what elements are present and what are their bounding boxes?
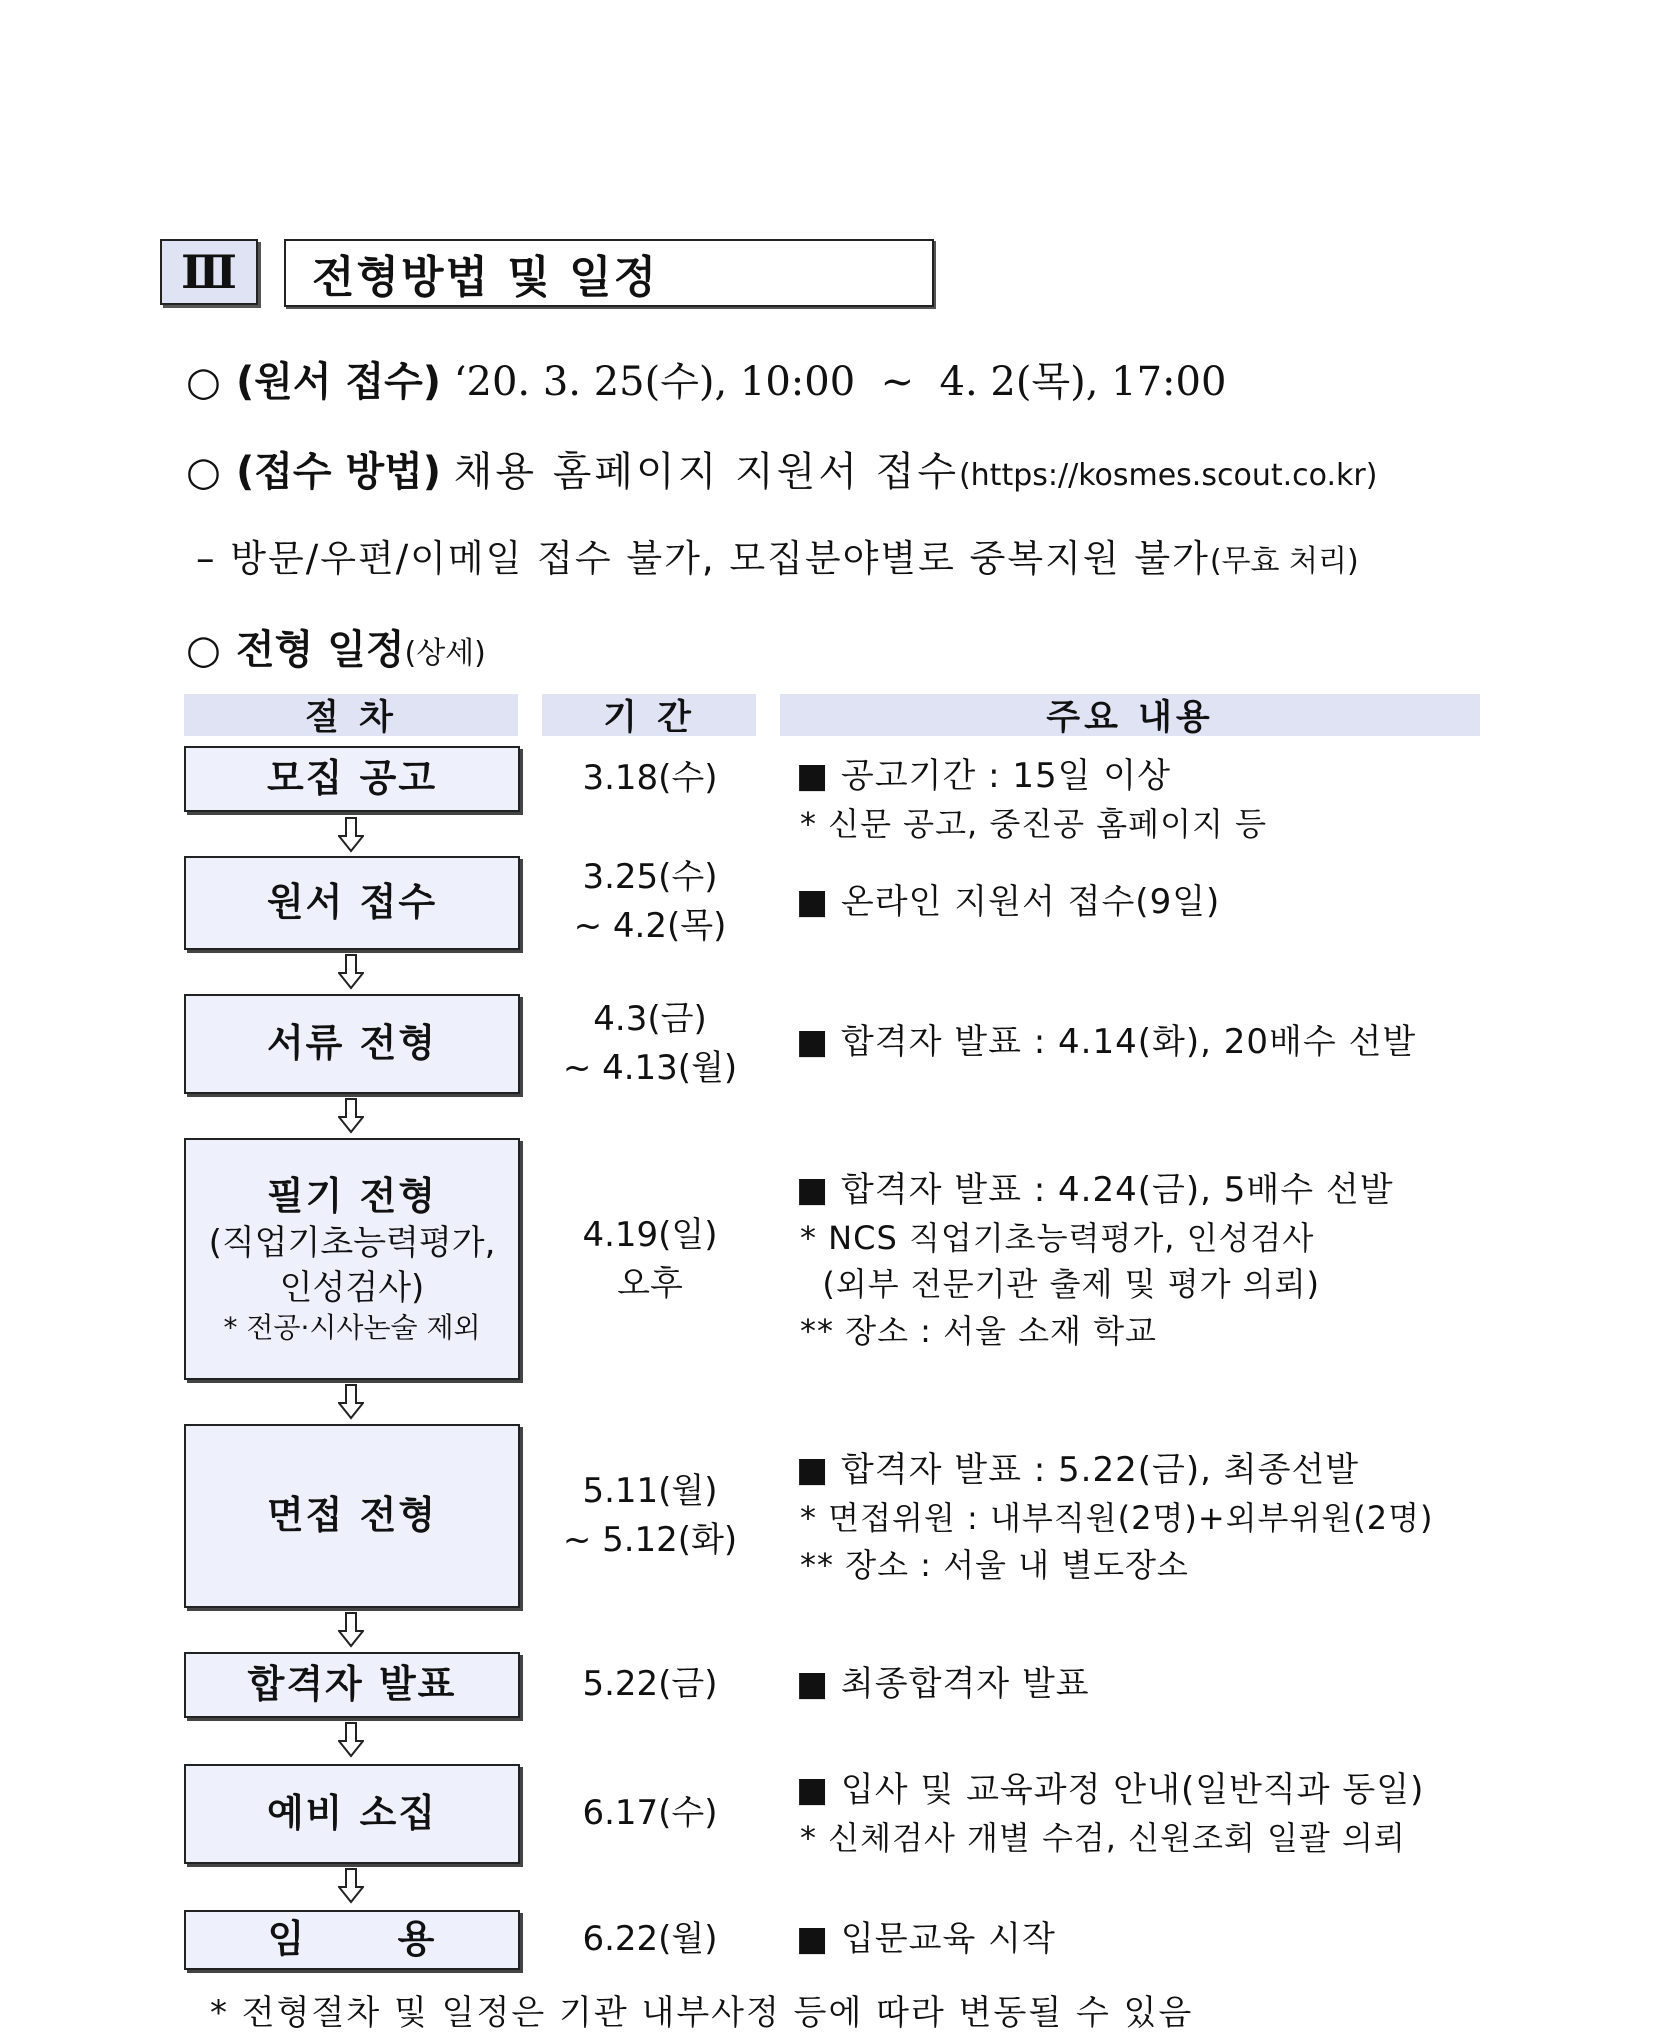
content-line: ■ 합격자 발표 : 4.24(금), 5배수 선발 xyxy=(796,1169,1394,1210)
bullet-schedule xyxy=(186,618,486,675)
content-line: ■ 합격자 발표 : 5.22(금), 최종선발 xyxy=(796,1449,1360,1490)
bullet-tail: (상세) xyxy=(404,636,486,671)
period-line: 6.22(월) xyxy=(582,1919,718,1960)
step-name: 필기 전형 xyxy=(266,1173,438,1218)
content-interview xyxy=(796,1442,1506,1592)
content-line: * NCS 직업기초능력평가, 인성검사 xyxy=(800,1219,1315,1258)
period-line: ~ 5.12(화) xyxy=(562,1520,738,1560)
period-line: 4.19(일) xyxy=(582,1214,718,1255)
period-line: 4.3(금) xyxy=(593,998,707,1039)
bullet-label: (원서 접수) xyxy=(236,359,442,405)
period-line: 오후 xyxy=(617,1264,683,1304)
bullet-application-period xyxy=(186,350,1226,407)
period-line: 3.25(수) xyxy=(582,856,718,897)
step-box-document-screening xyxy=(184,994,520,1094)
step-name: 서류 전형 xyxy=(266,1021,438,1066)
section-title: 전형방법 및 일정 xyxy=(284,239,934,307)
step-name: 모집 공고 xyxy=(266,756,438,801)
period-line: ~ 4.13(월) xyxy=(562,1048,738,1088)
period-line: 6.17(수) xyxy=(582,1793,718,1834)
content-document-screening xyxy=(796,1010,1506,1076)
period-preliminary-meeting xyxy=(540,1764,760,1864)
bullet-text: 채용 홈페이지 지원서 접수 xyxy=(453,449,959,495)
step-box-application xyxy=(184,856,520,950)
content-line: ■ 합격자 발표 : 4.14(화), 20배수 선발 xyxy=(796,1022,1417,1063)
period-line: 3.18(수) xyxy=(582,758,718,799)
content-line: ** 장소 : 서울 내 별도장소 xyxy=(800,1545,1189,1584)
header-content: 주요 내용 xyxy=(780,694,1480,736)
content-line: ■ 온라인 지원서 접수(9일) xyxy=(796,882,1221,923)
bullet-application-method xyxy=(186,440,1377,497)
content-line: * 신체검사 개별 수검, 신원조회 일괄 의뢰 xyxy=(800,1819,1406,1858)
bullet-mark: ○ xyxy=(186,627,221,673)
step-box-interview xyxy=(184,1424,520,1608)
content-line: (외부 전문기관 출제 및 평가 의뢰) xyxy=(800,1265,1321,1304)
period-line: 5.22(금) xyxy=(582,1664,718,1705)
down-arrow-icon xyxy=(336,1610,366,1650)
header-step: 절 차 xyxy=(184,694,518,736)
period-appointment xyxy=(540,1910,760,1970)
step-box-recruit-notice xyxy=(184,746,520,812)
period-application xyxy=(540,852,760,952)
content-line: ■ 입문교육 시작 xyxy=(796,1919,1056,1960)
note-text: – 방문/우편/이메일 접수 불가, 모집분야별로 중복지원 불가 xyxy=(196,537,1210,580)
bullet-label: (접수 방법) xyxy=(236,449,442,495)
down-arrow-icon xyxy=(336,1096,366,1136)
period-line: 5.11(월) xyxy=(582,1470,718,1511)
step-box-appointment xyxy=(184,1910,520,1970)
period-recruit-notice xyxy=(540,746,760,812)
down-arrow-icon xyxy=(336,952,366,992)
content-preliminary-meeting xyxy=(796,1764,1506,1864)
bullet-mark: ○ xyxy=(186,359,221,405)
content-line: ** 장소 : 서울 소재 학교 xyxy=(800,1311,1157,1350)
step-name: 합격자 발표 xyxy=(247,1662,457,1707)
content-line: ■ 입사 및 교육과정 안내(일반직과 동일) xyxy=(796,1770,1425,1811)
period-interview xyxy=(540,1466,760,1566)
bullet-label: 전형 일정 xyxy=(236,627,405,673)
step-box-final-announcement xyxy=(184,1652,520,1718)
note-tail: (무효 처리) xyxy=(1209,544,1359,579)
period-document-screening xyxy=(540,994,760,1094)
content-line: ■ 최종합격자 발표 xyxy=(796,1664,1090,1705)
step-name: 예비 소집 xyxy=(266,1791,438,1836)
bullet-text: ‘20. 3. 25(수), 10:00 ~ 4. 2(목), 17:00 xyxy=(453,359,1227,405)
down-arrow-icon xyxy=(336,1866,366,1906)
step-name: 원서 접수 xyxy=(266,880,438,925)
step-box-written-test xyxy=(184,1138,520,1380)
content-written-test xyxy=(796,1160,1506,1360)
step-note: * 전공·시사논술 제외 xyxy=(223,1310,481,1344)
down-arrow-icon xyxy=(336,1382,366,1422)
content-line: ■ 공고기간 : 15일 이상 xyxy=(796,756,1171,797)
step-name: 임 용 xyxy=(267,1917,437,1962)
period-line: ~ 4.2(목) xyxy=(573,906,727,946)
step-box-preliminary-meeting xyxy=(184,1764,520,1864)
content-final-announcement xyxy=(796,1652,1506,1718)
content-line: * 신문 공고, 중진공 홈페이지 등 xyxy=(800,805,1267,844)
content-recruit-notice xyxy=(796,750,1506,850)
step-sub: 인성검사) xyxy=(279,1267,425,1308)
content-appointment xyxy=(796,1910,1506,1970)
bullet-mark: ○ xyxy=(186,449,221,495)
footnote: * 전형절차 및 일정은 기관 내부사정 등에 따라 변동될 수 있음 xyxy=(210,1993,1194,2033)
period-final-announcement xyxy=(540,1652,760,1718)
down-arrow-icon xyxy=(336,815,366,855)
content-line: * 면접위원 : 내부직원(2명)+외부위원(2명) xyxy=(800,1499,1434,1538)
down-arrow-icon xyxy=(336,1720,366,1760)
period-written-test xyxy=(540,1180,760,1340)
section-number: Ⅲ xyxy=(160,239,258,305)
header-period: 기 간 xyxy=(542,694,756,736)
homepage-url: (https://kosmes.scout.co.kr) xyxy=(958,458,1378,493)
content-application xyxy=(796,870,1506,936)
step-sub: (직업기초능력평가, xyxy=(208,1223,496,1264)
step-name: 면접 전형 xyxy=(266,1493,438,1538)
bullet-method-note xyxy=(196,528,1359,582)
